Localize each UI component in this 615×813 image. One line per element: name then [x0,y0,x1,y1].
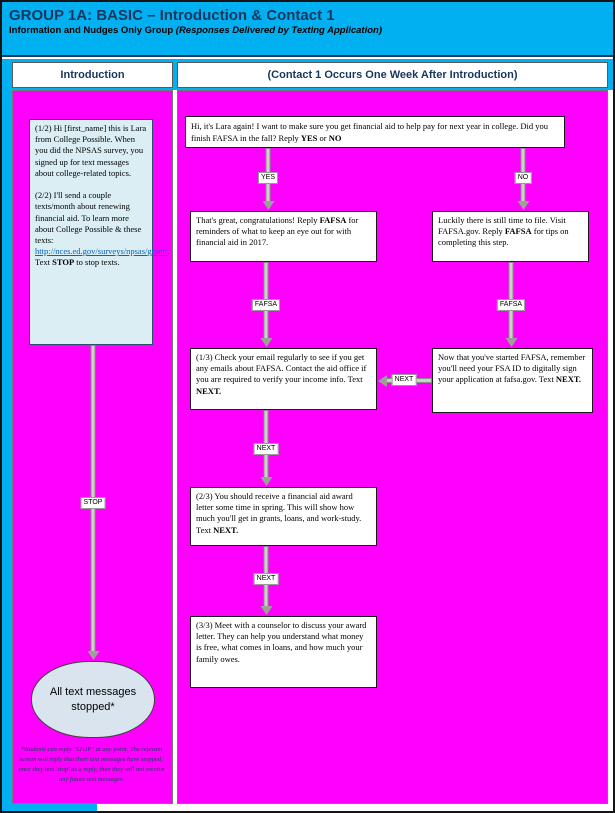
subtitle-text: Information and Nudges Only Group [9,25,176,37]
message-text: Luckily there is still time to file. Visit FAFSA.gov. Reply [438,215,566,237]
message-text: That's great, congratulations! Reply [196,215,320,225]
no-keyword: NO [328,133,342,144]
intro-message-2 [35,190,170,269]
page-subtitle [9,25,613,36]
fafsa-keyword: FAFSA [319,215,347,225]
message-text: . Text [35,246,170,268]
message-text: Now that you've started FAFSA, remember you'll need your FSA ID to digitally sign your application at fafsa.gov. Text [438,352,586,385]
message-text: Hi, it's Lara again! I want to make sure you get financial aid to help pay for next year in college. Did you finish FAFSA in the fall? Reply [191,121,548,144]
intro-message-box [29,119,170,345]
fsa-id-box [432,348,593,413]
terminator-all-stopped: All text messages stopped* [31,661,155,738]
next-arrow-2-label: NEXT [254,573,279,585]
message-text: (1/3) Check your email regularly to see if you get any emails about FAFSA. Contact the aid office if you are required to verify your income info. Text [196,352,367,385]
step2-box [190,487,377,546]
message-text: or [317,133,329,144]
yes-arrow-label: YES [258,172,278,184]
header [2,2,613,57]
next-keyword: NEXT. [196,385,222,396]
yes-keyword: YES [300,133,318,144]
next-arrow-1-label: NEXT [254,443,279,455]
step3-box: (3/3) Meet with a counselor to discuss your award letter. They can help you understand what money is free, what comes in loans, and how much your family owes. [190,616,377,688]
npsas-grant-link[interactable]: http://nces.ed.gov/surveys/npsas/grant/ [35,246,168,257]
yes-response-box [190,211,377,262]
intro-message-1: (1/2) Hi [first_name] this is Lara from College Possible. When you did the NPSAS survey, you signed up for text messages about college-related topics. [35,123,147,178]
column-header-introduction: Introduction [12,62,173,88]
next-keyword: NEXT. [213,524,239,535]
column-header-contact1: (Contact 1 Occurs One Week After Introduction) [177,62,608,88]
stop-keyword: STOP [52,257,75,268]
message-text: to stop texts. [74,257,120,268]
stop-arrow-label: STOP [81,497,106,509]
contact1-panel [177,90,608,804]
step1-box [190,348,377,410]
subtitle-parenthetical: (Responses Delivered by Texting Application) [175,25,383,37]
fafsa-arrow-left-label: FAFSA [252,299,280,311]
message-text: (2/2) I'll send a couple texts/month about renewing financial aid. To learn more about College Possible & these texts: [35,190,142,245]
page-title: GROUP 1A: BASIC – Introduction & Contact 1 [9,7,335,24]
message-text: for tips on completing this step. [438,226,569,248]
next-keyword: NEXT. [555,374,582,385]
fafsa-arrow-right-label: FAFSA [497,299,525,311]
stop-footnote: *Students can reply "STOP" at any point. The relevant screen will reply that their text messages have stopped; once they text 'stop' as a reply, then they will not receive any future text messages. [18,746,165,784]
no-response-box [432,211,589,262]
next-arrow-horizontal-label: NEXT [392,374,417,386]
left-edge-strip [2,59,12,804]
message-text: for reminders of what to keep an eye out for with financial aid in 2017. [196,215,359,248]
fafsa-keyword: FAFSA [504,226,532,237]
no-arrow-label: NO [515,172,532,184]
message-text: (2/3) You should receive a financial aid award letter some time in spring. This will show how much you'll get in grants, loans, and work-study. Text [196,491,362,535]
contact1-question-box [185,116,565,148]
